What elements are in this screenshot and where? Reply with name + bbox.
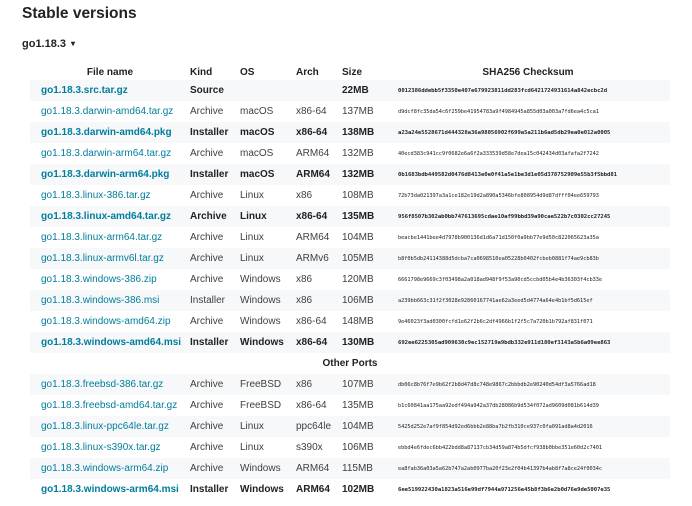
arch-cell xyxy=(296,80,342,101)
os-cell: Linux xyxy=(240,190,264,201)
os-cell: Windows xyxy=(240,290,296,311)
table-row xyxy=(30,101,670,122)
size-cell: 107MB xyxy=(342,374,386,395)
os-cell: Linux xyxy=(240,248,296,269)
download-link[interactable]: go1.18.3.windows-amd64.zip xyxy=(41,316,171,327)
os-cell: FreeBSD xyxy=(240,400,282,411)
arch-cell: s390x xyxy=(296,442,323,453)
checksum-cell: 5425d252e7af9f854d92ed6bbb2e88ba7b2fb310ce937c0fa091ad8a4d2016 xyxy=(386,416,670,437)
os-cell: Windows xyxy=(240,274,281,285)
kind-cell: Archive xyxy=(190,106,224,117)
download-link[interactable]: go1.18.3.windows-arm64.msi xyxy=(41,484,179,495)
table-row xyxy=(30,227,670,248)
file-cell xyxy=(30,374,190,395)
file-cell xyxy=(30,458,190,479)
download-link[interactable]: go1.18.3.darwin-amd64.tar.gz xyxy=(41,106,174,117)
kind-cell: Archive xyxy=(190,274,224,285)
checksum-cell: 0012386ddebb5f3350e407e679923811dd283fcd6421724931614a842ecbc2d xyxy=(386,80,670,101)
checksum-cell: b1c60841aa175aa92edf494a942a37db28086b9d534f072ad9609d081b614d39 xyxy=(398,402,599,409)
arch-cell: ARM64 xyxy=(296,232,330,243)
size-cell: 135MB xyxy=(342,206,386,227)
kind-cell: Archive xyxy=(190,316,224,327)
os-cell: Windows xyxy=(240,484,284,495)
column-header-os: OS xyxy=(240,66,255,78)
size-cell: 105MB xyxy=(342,248,386,269)
kind-cell: Archive xyxy=(190,400,224,411)
table-row xyxy=(30,122,670,143)
download-link[interactable]: go1.18.3.linux-386.tar.gz xyxy=(41,190,151,201)
size-cell: 104MB xyxy=(342,416,386,437)
arch-cell: ARM64 xyxy=(296,164,342,185)
os-cell: Linux xyxy=(240,442,264,453)
arch-cell: x86 xyxy=(296,190,313,201)
column-header-size: Size xyxy=(342,66,363,78)
table-row xyxy=(30,332,670,353)
table-row xyxy=(30,395,670,416)
file-cell xyxy=(30,290,190,311)
download-link[interactable]: go1.18.3.darwin-amd64.pkg xyxy=(41,127,172,138)
kind-cell: Installer xyxy=(190,290,240,311)
download-link[interactable]: go1.18.3.darwin-arm64.pkg xyxy=(41,169,170,180)
arch-cell: x86 xyxy=(296,374,342,395)
kind-cell: Source xyxy=(190,80,240,101)
arch-cell: ARM64 xyxy=(296,148,330,159)
file-cell xyxy=(30,80,190,101)
download-link[interactable]: go1.18.3.freebsd-amd64.tar.gz xyxy=(41,400,178,411)
download-link[interactable]: go1.18.3.windows-amd64.msi xyxy=(41,337,182,348)
column-header-kind: Kind xyxy=(190,66,213,78)
os-cell xyxy=(240,80,296,101)
size-cell: 108MB xyxy=(342,190,374,201)
file-cell xyxy=(30,227,190,248)
download-link[interactable]: go1.18.3.linux-armv6l.tar.gz xyxy=(41,253,164,264)
checksum-cell: 692ee6225305ad909630c9ec152719a9bdb332e911d180ef3143a5b6a09ee863 xyxy=(386,332,670,353)
download-link[interactable]: go1.18.3.darwin-arm64.tar.gz xyxy=(41,148,172,159)
kind-cell: Installer xyxy=(190,484,229,495)
kind-cell: Installer xyxy=(190,332,240,353)
file-cell xyxy=(30,101,190,122)
table-row xyxy=(30,290,670,311)
arch-cell: x86-64 xyxy=(296,106,327,117)
checksum-cell: 0b1683bdb449582d0476d8413e0e0f41a5e1be3d1e05d378752909e55b3f5bbd81 xyxy=(386,164,670,185)
download-link[interactable]: go1.18.3.windows-386.zip xyxy=(41,274,157,285)
arch-cell: ARM64 xyxy=(296,484,330,495)
table-row xyxy=(30,479,670,500)
file-cell xyxy=(30,332,190,353)
table-body xyxy=(30,80,670,500)
os-cell: Windows xyxy=(240,332,296,353)
kind-cell: Archive xyxy=(190,248,240,269)
checksum-cell: 6661798e9669c3f03498a2a018ad948f9f53a90cd5ccbd05b4e4b36303f4cb33e xyxy=(398,276,603,283)
size-cell: 132MB xyxy=(342,148,374,159)
size-cell: 115MB xyxy=(342,458,386,479)
checksum-cell: 6ee519922430a1823a516e99df7944a971256e45b8f3b6e2b0d76e9de5007e35 xyxy=(398,486,611,493)
kind-cell: Archive xyxy=(190,416,240,437)
table-row xyxy=(30,374,670,395)
kind-cell: Installer xyxy=(190,164,240,185)
size-cell: 22MB xyxy=(342,80,386,101)
column-header-file: File name xyxy=(86,66,134,78)
download-link[interactable]: go1.18.3.windows-arm64.zip xyxy=(41,463,169,474)
table-row xyxy=(30,164,670,185)
arch-cell: x86-64 xyxy=(296,316,327,327)
table-row xyxy=(30,185,670,206)
os-cell: Linux xyxy=(240,232,264,243)
arch-cell: x86-64 xyxy=(296,122,342,143)
table-header-row xyxy=(30,64,670,80)
checksum-cell: beacbe1441bee4d7978b900136d1d6a71d150f0a9bb77e9d50c822065623a35a xyxy=(398,234,599,241)
checksum-cell: ebbd4e6fdec6bb422bdd8a87137cb34d59a874b5dfcf938b0bbe351e60d2c7401 xyxy=(398,444,603,451)
size-cell: 104MB xyxy=(342,232,374,243)
file-cell xyxy=(30,185,190,206)
os-cell: macOS xyxy=(240,148,274,159)
section-header-row xyxy=(30,353,670,374)
download-link[interactable]: go1.18.3.linux-s390x.tar.gz xyxy=(41,442,161,453)
size-cell: 130MB xyxy=(342,332,386,353)
arch-cell: ARM64 xyxy=(296,458,342,479)
size-cell: 106MB xyxy=(342,442,374,453)
file-cell xyxy=(30,248,190,269)
os-cell: macOS xyxy=(240,164,296,185)
arch-cell: x86-64 xyxy=(296,332,342,353)
version-label[interactable]: go1.18.3 xyxy=(22,38,67,50)
download-link[interactable]: go1.18.3.linux-arm64.tar.gz xyxy=(41,232,163,243)
column-header-checksum: SHA256 Checksum xyxy=(482,66,574,78)
table-row xyxy=(30,269,670,290)
kind-cell: Installer xyxy=(190,122,240,143)
caret-down-icon[interactable]: ▾ xyxy=(71,39,76,48)
file-cell xyxy=(30,269,190,290)
size-cell: 148MB xyxy=(342,316,374,327)
size-cell: 120MB xyxy=(342,274,374,285)
size-cell: 137MB xyxy=(342,106,374,117)
arch-cell: x86-64 xyxy=(296,400,327,411)
version-toggle[interactable] xyxy=(22,38,75,50)
checksum-cell: 9e46023f3ad0300fcfd1e62f2b6c2df4966b1f2f5c7a720b1b792af831f071 xyxy=(398,318,593,325)
os-cell: macOS xyxy=(240,106,274,117)
downloads-table xyxy=(30,64,670,500)
kind-cell: Archive xyxy=(190,458,240,479)
file-cell xyxy=(30,395,190,416)
kind-cell: Archive xyxy=(190,232,224,243)
size-cell: 135MB xyxy=(342,400,374,411)
size-cell: 102MB xyxy=(342,484,375,495)
checksum-cell: a23a24e5528671d444328a36a98056902f699a5a211b6ad5db29ea0e012a0005 xyxy=(386,122,670,143)
table-row xyxy=(30,311,670,332)
table-row xyxy=(30,206,670,227)
file-cell xyxy=(30,143,190,164)
size-cell: 106MB xyxy=(342,290,386,311)
kind-cell: Archive xyxy=(190,374,240,395)
arch-cell: x86-64 xyxy=(296,206,342,227)
table-row xyxy=(30,248,670,269)
checksum-cell: d9dcf8fc35da54c6f259be41954783a9f4984945a855d03a003a7fd6ea4c5ca1 xyxy=(398,108,599,115)
download-link[interactable]: go1.18.3.src.tar.gz xyxy=(41,85,128,96)
file-cell xyxy=(30,311,190,332)
table-row xyxy=(30,416,670,437)
table-row xyxy=(30,458,670,479)
os-cell: Windows xyxy=(240,458,296,479)
checksum-cell: 956f8507b302ab0bb747613695cdae10af99bbd39a90cae522b7c0302cc27245 xyxy=(386,206,670,227)
checksum-cell: db06c8b76f7e9b62f2b8d47d8c748e9867c2bbbdb2e90240d54df3a5766ad18 xyxy=(386,374,670,395)
column-header-arch: Arch xyxy=(296,66,319,78)
download-link[interactable]: go1.18.3.freebsd-386.tar.gz xyxy=(41,379,164,390)
os-cell: Windows xyxy=(240,316,281,327)
kind-cell: Archive xyxy=(190,442,224,453)
os-cell: Linux xyxy=(240,416,296,437)
file-cell xyxy=(30,164,190,185)
file-cell xyxy=(30,437,190,458)
checksum-cell: a239bb663c31f2f3028e92860167741ae62a3eed5d4774a64e4b1bf5d615ef xyxy=(386,290,670,311)
os-cell: FreeBSD xyxy=(240,374,296,395)
checksum-cell: b8f0b5db24114388d5dcba7ca0698510ea05228b0402fcbeb0881f74ae9cb83b xyxy=(386,248,670,269)
download-link[interactable]: go1.18.3.linux-ppc64le.tar.gz xyxy=(41,421,169,432)
file-cell xyxy=(30,122,190,143)
file-cell xyxy=(30,206,190,227)
download-link[interactable]: go1.18.3.windows-386.msi xyxy=(41,295,160,306)
arch-cell: x86 xyxy=(296,274,313,285)
kind-cell: Archive xyxy=(190,190,224,201)
kind-cell: Archive xyxy=(190,206,240,227)
file-cell xyxy=(30,479,190,500)
os-cell: macOS xyxy=(240,122,296,143)
size-cell: 138MB xyxy=(342,122,386,143)
file-cell xyxy=(30,416,190,437)
size-cell: 132MB xyxy=(342,164,386,185)
page-title: Stable versions xyxy=(22,5,137,22)
checksum-cell: ea8fab36a03a5a62b747a2ab0977ba20f23e2f04b41397b4ab8f7a8ce24f0034c xyxy=(386,458,670,479)
checksum-cell: 40ecd383c941cc9f0682e6a6f2a333539d58e7dea15c042434d03afafa2f7242 xyxy=(398,150,599,157)
table-row xyxy=(30,437,670,458)
os-cell: Linux xyxy=(240,206,296,227)
section-title: Other Ports xyxy=(30,353,670,374)
table-row xyxy=(30,80,670,101)
download-link[interactable]: go1.18.3.linux-amd64.tar.gz xyxy=(41,211,172,222)
checksum-cell: 72b73da021397a3a1ce182e19d2a890a5346bfe808954d9d87dfff04ee659793 xyxy=(398,192,599,199)
arch-cell: ppc64le xyxy=(296,416,342,437)
kind-cell: Archive xyxy=(190,148,224,159)
table-row xyxy=(30,143,670,164)
arch-cell: ARMv6 xyxy=(296,248,342,269)
arch-cell: x86 xyxy=(296,290,342,311)
